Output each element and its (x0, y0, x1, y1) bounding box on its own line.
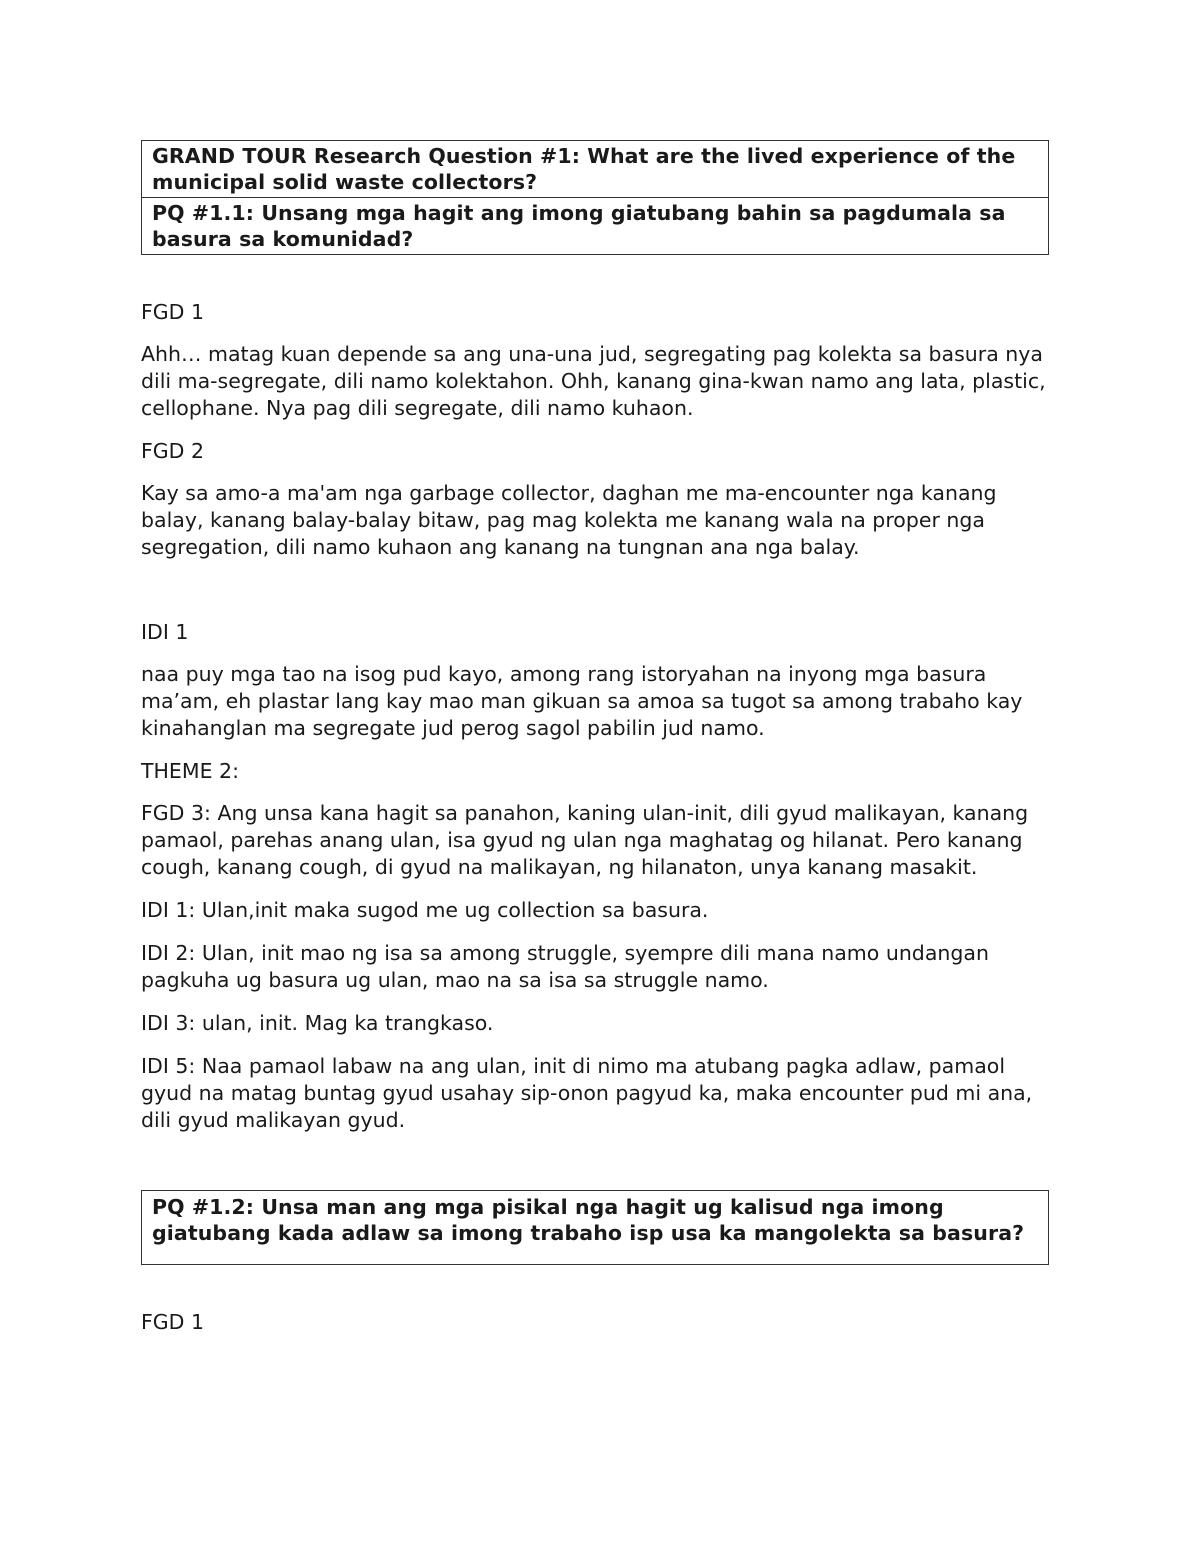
idi1-weather-response: IDI 1: Ulan,init maka sugod me ug collection sa basura. (141, 898, 709, 922)
fgd2-label: FGD 2 (141, 439, 205, 463)
fgd1-label: FGD 1 (141, 300, 205, 324)
document-page (141, 140, 1051, 1336)
idi5-response: IDI 5: Naa pamaol labaw na ang ulan, init di nimo ma atubang pagka adlaw, pamaol gyud na matag buntag gyud usahay sip-onon pagyud ka, maka encounter pud mi ana, dili gyud malikayan gyud. (141, 1054, 1033, 1132)
grand-tour-question: GRAND TOUR Research Question #1: What are the lived experience of the municipal solid waste collectors? (152, 144, 1016, 194)
pq-1-2-table (141, 1190, 1049, 1265)
fgd1-label-2: FGD 1 (141, 1310, 205, 1334)
idi2-response: IDI 2: Ulan, init mao ng isa sa among struggle, syempre dili mana namo undangan pagkuha ug basura ug ulan, mao na sa isa sa struggle namo. (141, 941, 989, 992)
pq-1-1-question: PQ #1.1: Unsang mga hagit ang imong giatubang bahin sa pagdumala sa basura sa komunidad? (142, 197, 1048, 254)
idi1-label: IDI 1 (141, 620, 189, 644)
idi3-response: IDI 3: ulan, init. Mag ka trangkaso. (141, 1011, 494, 1035)
research-question-table (141, 140, 1049, 255)
fgd3-response: FGD 3: Ang unsa kana hagit sa panahon, kaning ulan-init, dili gyud malikayan, kanang pamaol, parehas anang ulan, isa gyud ng ulan nga maghatag og hilanat. Pero kanang cough, kanang cough, di gyud na malikayan, ng hilanaton, unya kanang masakit. (141, 801, 1029, 879)
fgd2-response: Kay sa amo-a ma'am nga garbage collector, daghan me ma-encounter nga kanang balay, kanang balay-balay bitaw, pag mag kolekta me kanang wala na proper nga segregation, dili namo kuhaon ang kanang na tungnan ana nga balay. (141, 481, 997, 559)
pq-1-2-question: PQ #1.2: Unsa man ang mga pisikal nga hagit ug kalisud nga imong giatubang kada adlaw sa imong trabaho isp usa ka mangolekta sa basura? (152, 1195, 1025, 1245)
theme2-heading: THEME 2: (141, 759, 239, 783)
idi1-response: naa puy mga tao na isog pud kayo, among rang istoryahan na inyong mga basura ma’am, eh plastar lang kay mao man gikuan sa amoa sa tugot sa among trabaho kay kinahanglan ma segregate jud perog sagol pabilin jud namo. (141, 662, 1023, 740)
fgd1-response: Ahh… matag kuan depende sa ang una-una jud, segregating pag kolekta sa basura nya dili ma-segregate, dili namo kolektahon. Ohh, kanang gina-kwan namo ang lata, plastic, cellophane. Nya pag dili segregate, dili namo kuhaon. (141, 342, 1046, 420)
